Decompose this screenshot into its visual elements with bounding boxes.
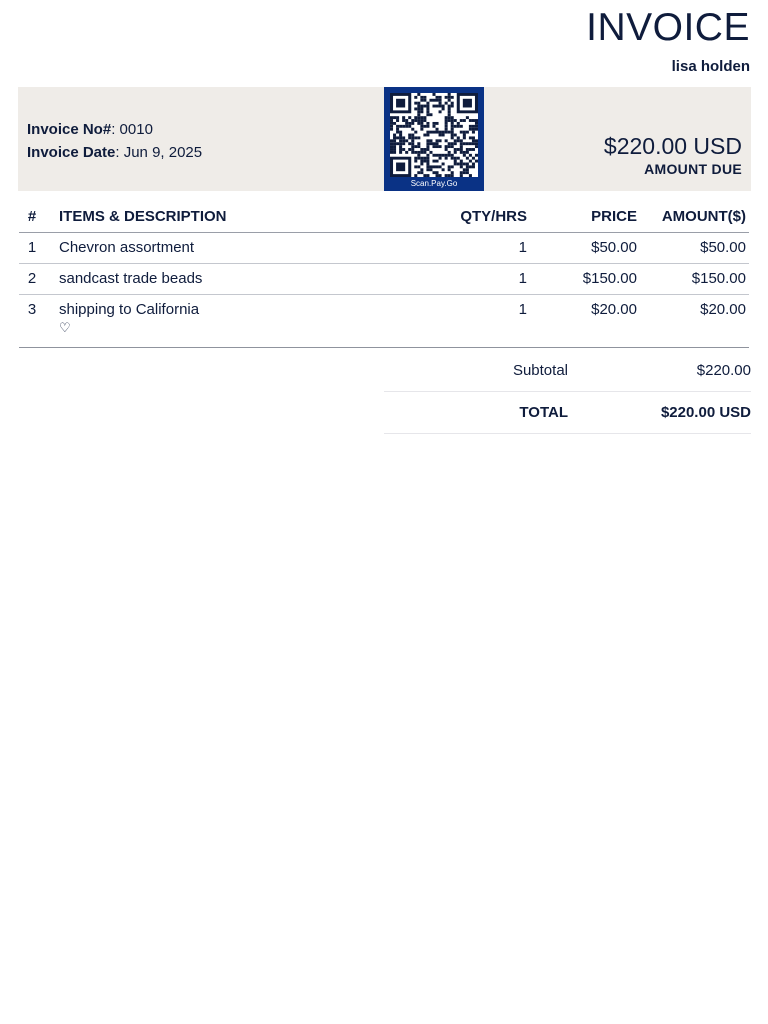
qr-code-image (390, 93, 478, 177)
row-amount: $150.00 (691, 270, 746, 287)
row-number: 1 (27, 239, 37, 256)
invoice-number-line: Invoice No#: 0010 (27, 121, 153, 138)
row-number: 3 (27, 301, 37, 318)
row-amount: $50.00 (700, 239, 746, 256)
row-description: sandcast trade beads (59, 270, 203, 287)
invoice-summary-band (18, 87, 751, 191)
invoice-number-label: Invoice No# (27, 121, 112, 138)
subtotal-label: Subtotal (512, 362, 568, 379)
row-description: Chevron assortment (59, 239, 195, 256)
qr-caption: Scan.Pay.Go (410, 179, 458, 188)
row-description: shipping to California (59, 301, 200, 318)
row-qty: 1 (518, 301, 527, 318)
row-amount: $20.00 (700, 301, 746, 318)
row-qty: 1 (518, 239, 527, 256)
amount-due (604, 132, 742, 177)
totals-block (384, 350, 751, 434)
invoice-number: 0010 (119, 121, 153, 138)
row-qty: 1 (518, 270, 527, 287)
row-price: $50.00 (591, 239, 637, 256)
total-value: $220.00 USD (660, 404, 751, 421)
amount-due-label: AMOUNT DUE (644, 161, 742, 177)
invoice-title: INVOICE (586, 6, 750, 49)
total-label: TOTAL (519, 404, 568, 421)
header-number: # (27, 208, 37, 225)
invoice-date-line: Invoice Date: Jun 9, 2025 (27, 144, 203, 161)
row-price: $20.00 (591, 301, 637, 318)
issuer-name: lisa holden (671, 58, 750, 75)
subtotal-row (384, 350, 751, 392)
invoice-meta (27, 118, 202, 164)
table-row (19, 295, 749, 348)
invoice-date: Jun 9, 2025 (123, 144, 203, 161)
qr-code[interactable] (384, 87, 484, 191)
table-row (19, 264, 749, 295)
header-qty: QTY/HRS (460, 208, 527, 225)
row-number: 2 (27, 270, 37, 287)
table-row (19, 233, 749, 264)
total-row (384, 392, 751, 434)
row-price: $150.00 (582, 270, 637, 287)
heart-icon: ♡ (59, 320, 71, 335)
subtotal-value: $220.00 (696, 362, 751, 379)
invoice-date-label: Invoice Date (27, 144, 116, 161)
items-table-header (19, 204, 749, 233)
header-amount: AMOUNT($) (661, 208, 746, 225)
items-table (19, 204, 749, 348)
header-description: ITEMS & DESCRIPTION (59, 208, 227, 225)
amount-due-value: $220.00 USD (603, 133, 742, 159)
header-price: PRICE (591, 208, 637, 225)
